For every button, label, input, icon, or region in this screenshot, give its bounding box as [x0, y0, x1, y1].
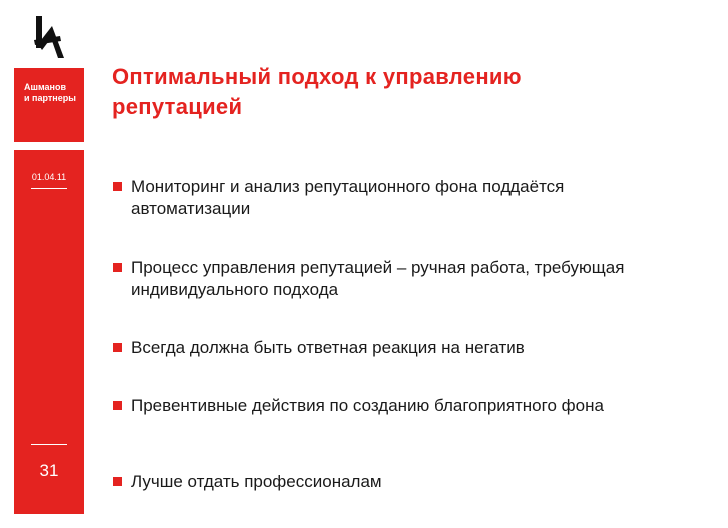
bullet-square-icon [113, 401, 122, 410]
slide-title-line2: репутацией [112, 94, 243, 119]
bullet-square-icon [113, 343, 122, 352]
bullet-item [112, 176, 692, 220]
brand-name [24, 82, 76, 103]
bullet-item [112, 471, 692, 493]
bullet-text: Превентивные действия по созданию благоприятного фона [131, 396, 604, 415]
bullet-item [112, 337, 692, 359]
bullet-item [112, 395, 692, 417]
sidebar-bar [14, 150, 84, 514]
bullet-item [112, 257, 692, 301]
bullet-square-icon [113, 263, 122, 272]
page-number: 31 [39, 461, 59, 480]
page-number-divider [31, 444, 67, 445]
brand-badge [14, 68, 84, 142]
slide-title [112, 62, 702, 122]
brand-name-line1: Ашманов [24, 82, 67, 92]
date-divider [31, 188, 67, 189]
bullet-text: Всегда должна быть ответная реакция на негатив [131, 338, 525, 357]
bullet-text: Лучше отдать профессионалам [131, 472, 382, 491]
brand-name-line2: и партнеры [24, 92, 76, 103]
bullet-text: Мониторинг и анализ репутационного фона поддаётся автоматизации [131, 177, 565, 218]
bullet-square-icon [113, 477, 122, 486]
company-logo-icon [30, 14, 70, 62]
slide-date: 01.04.11 [31, 172, 67, 182]
bullet-text: Процесс управления репутацией – ручная работа, требующая индивидуального подхода [131, 258, 625, 299]
bullet-square-icon [113, 182, 122, 191]
slide-title-line1: Оптимальный подход к управлению [112, 64, 522, 89]
